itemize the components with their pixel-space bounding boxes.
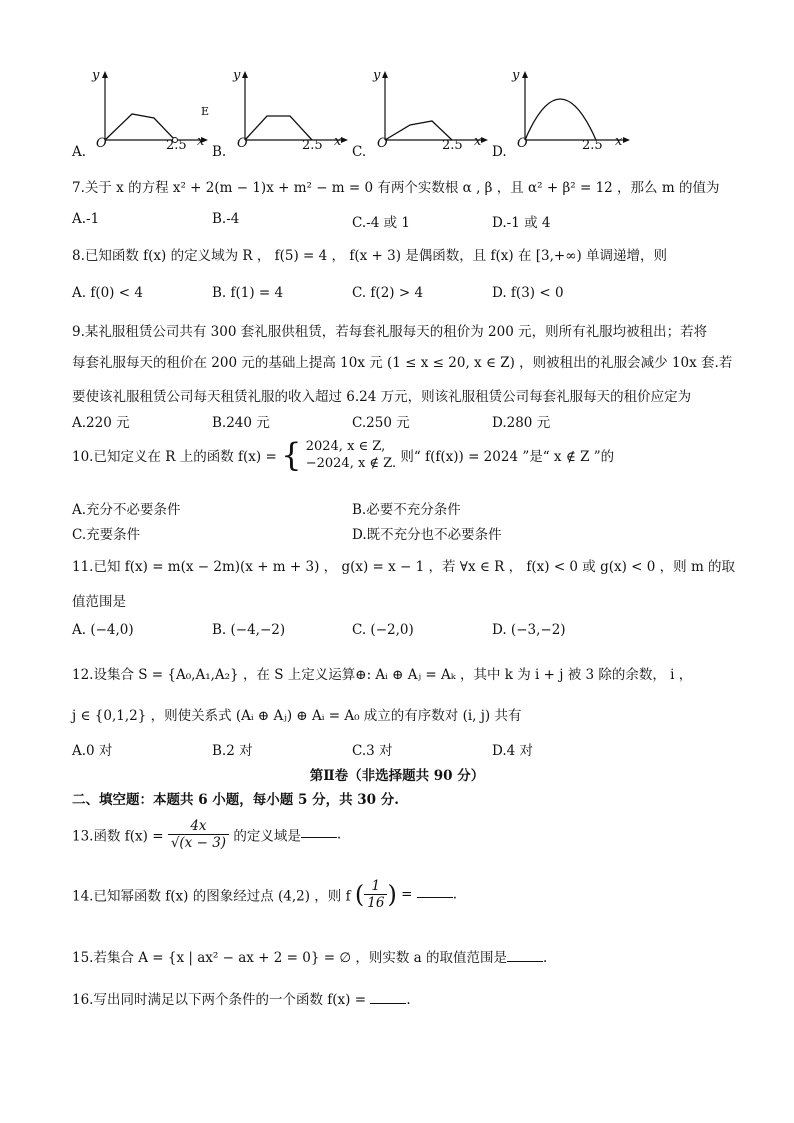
question-8-option-c: C. f(2) > 4 <box>352 285 424 301</box>
question-14-end: . <box>452 886 458 903</box>
graph-d-tick: 2.5 <box>582 138 603 153</box>
graph-c-origin: O <box>377 136 388 151</box>
piecewise-case-2: −2024, x ∉ Z. <box>305 456 397 471</box>
graph-b-origin: O <box>237 136 248 151</box>
question-12-option-a: A.0 对 <box>72 743 113 759</box>
question-10-pre: 10.已知定义在 R 上的函数 f(x) = <box>72 449 277 465</box>
question-11-line-2: 值范围是 <box>72 594 126 610</box>
graph-b-curve <box>245 116 312 140</box>
piecewise-cases <box>306 438 396 472</box>
graph-b-tick: 2.5 <box>302 138 323 153</box>
question-14-denominator: 16 <box>367 895 385 911</box>
graph-d-curve <box>525 99 596 140</box>
question-7-option-b: B.-4 <box>212 211 240 227</box>
fill-in-section-heading: 二、填空题：本题共 6 小题，每小题 5 分，共 30 分. <box>72 792 399 808</box>
question-15 <box>72 946 547 966</box>
paren-open: ( <box>354 880 365 909</box>
question-10-option-b: B.必要不充分条件 <box>352 502 461 518</box>
question-13-end: . <box>336 826 342 843</box>
question-14-post: = <box>401 886 413 903</box>
question-8-option-d: D. f(3) < 0 <box>492 285 564 301</box>
graph-c-tick: 2.5 <box>442 138 463 153</box>
question-13-post: 的定义域是 <box>233 828 301 845</box>
question-9-option-c: C.250 元 <box>352 415 410 431</box>
question-7-stem: 7.关于 x 的方程 x² + 2(m − 1)x + m² − m = 0 有两个实数根 α , β ，且 α² + β² = 12 ，那么 m 的值为 <box>72 180 720 196</box>
question-10-option-a: A.充分不必要条件 <box>72 502 181 518</box>
question-11-option-a: A. (−4,0) <box>72 622 134 638</box>
question-12-line-1: 12.设集合 S = {A₀,A₁,A₂} ，在 S 上定义运算⊕: Aᵢ ⊕ Aⱼ = Aₖ ，其中 k 为 i + j 被 3 除的余数， i ， <box>72 667 693 683</box>
question-9-option-a: A.220 元 <box>72 415 130 431</box>
question-16-end: . <box>406 992 411 1008</box>
question-11-line-1: 11.已知 f(x) = m(x − 2m)(x + m + 3) ， g(x) = x − 1 ，若 ∀x ∈ R ， f(x) < 0 或 g(x) < 0 ，则 m 的取 <box>72 559 736 575</box>
answer-blank-13[interactable] <box>301 825 337 838</box>
question-11-option-c: C. (−2,0) <box>352 622 414 638</box>
question-14-pre: 14.已知幂函数 f(x) 的图象经过点 (4,2) ，则 f <box>72 888 351 905</box>
question-12-line-2: j ∈ {0,1,2} ，则使关系式 (Aᵢ ⊕ Aⱼ) ⊕ Aᵢ = A₀ 成立的有序数对 (i, j) 共有 <box>72 708 522 724</box>
question-13-fraction <box>168 818 229 851</box>
question-10-stem <box>72 438 614 472</box>
question-9-line-2: 每套礼服每天的租价在 200 元的基础上提高 10x 元 (1 ≤ x ≤ 20, x ∈ Z) ，则被租出的礼服会减少 10x 套.若 <box>72 355 733 371</box>
question-10-post: 则“ f(f(x)) = 2024 ”是“ x ∉ Z ”的 <box>400 449 615 465</box>
answer-blank-14[interactable] <box>417 885 453 898</box>
question-13-denominator: √(x − 3) <box>170 835 227 851</box>
question-14-numerator: 1 <box>364 878 387 895</box>
question-10-option-c: C.充要条件 <box>72 527 141 543</box>
question-12-option-d: D.4 对 <box>492 743 534 759</box>
question-7-option-a: A.-1 <box>72 211 100 227</box>
graph-b-y-label: y <box>233 68 241 83</box>
graph-a <box>92 68 212 154</box>
graph-d-y-label: y <box>512 68 520 83</box>
graph-a-y-label: y <box>92 68 100 83</box>
question-15-end: . <box>543 950 548 966</box>
question-11-option-d: D. (−3,−2) <box>492 622 566 638</box>
question-9-line-3: 要使该礼服租赁公司每天租赁礼服的收入超过 6.24 万元，则该礼服租赁公司每套礼服每天的租价应定为 <box>72 389 692 405</box>
answer-blank-16[interactable] <box>370 991 406 1004</box>
question-8-stem: 8.已知函数 f(x) 的定义域为 R ， f(5) = 4 ， f(x + 3) 是偶函数，且 f(x) 在 [3,+∞) 单调递增，则 <box>72 248 668 264</box>
question-10-option-d: D.既不充分也不必要条件 <box>352 527 502 543</box>
question-14 <box>72 878 457 911</box>
question-14-fraction <box>364 878 387 911</box>
answer-blank-15[interactable] <box>507 949 543 962</box>
question-13-numerator: 4x <box>168 818 229 835</box>
piecewise-case-1: 2024, x ∈ Z, <box>305 439 386 454</box>
question-13 <box>72 818 341 851</box>
stray-mark: E <box>201 105 210 118</box>
question-7-option-c: C.-4 或 1 <box>352 215 410 231</box>
graph-a-tick: 2.5 <box>166 138 187 153</box>
graph-d-x-label: x <box>615 134 623 149</box>
graph-d-origin: O <box>517 136 528 151</box>
graph-b-x-label: x <box>334 134 342 149</box>
graph-option-b: B. <box>212 144 227 160</box>
graph-a-x-label: x <box>197 134 205 149</box>
paren-close: ) <box>387 880 397 909</box>
question-12-option-b: B.2 对 <box>212 743 253 759</box>
graph-a-origin: O <box>96 136 107 151</box>
piecewise-brace: { <box>281 436 302 474</box>
question-9-option-d: D.280 元 <box>492 415 551 431</box>
question-9-line-1: 9.某礼服租赁公司共有 300 套礼服供租赁，若每套礼服每天的租价为 200 元，则所有礼服均被租出；若将 <box>72 324 708 340</box>
graph-option-c: C. <box>352 144 367 160</box>
graph-c-x-label: x <box>474 134 482 149</box>
question-15-text: 15.若集合 A = {x | ax² − ax + 2 = 0} = ∅ ，则实数 a 的取值范围是 <box>72 950 507 966</box>
question-7-option-d: D.-1 或 4 <box>492 215 551 231</box>
question-13-pre: 13.函数 f(x) = <box>72 828 164 845</box>
question-11-option-b: B. (−4,−2) <box>212 622 286 638</box>
graph-c-y-label: y <box>373 68 381 83</box>
graph-option-d: D. <box>492 144 507 160</box>
question-9-option-b: B.240 元 <box>212 415 270 431</box>
question-12-option-c: C.3 对 <box>352 743 393 759</box>
part-2-title: 第Ⅱ卷（非选择题共 90 分） <box>309 768 485 784</box>
question-8-option-b: B. f(1) = 4 <box>212 285 284 301</box>
question-16-text: 16.写出同时满足以下两个条件的一个函数 f(x) = <box>72 992 367 1008</box>
graph-option-a: A. <box>72 144 87 160</box>
question-8-option-a: A. f(0) < 4 <box>72 285 143 301</box>
graph-a-curve <box>105 114 175 140</box>
question-16 <box>72 988 411 1008</box>
